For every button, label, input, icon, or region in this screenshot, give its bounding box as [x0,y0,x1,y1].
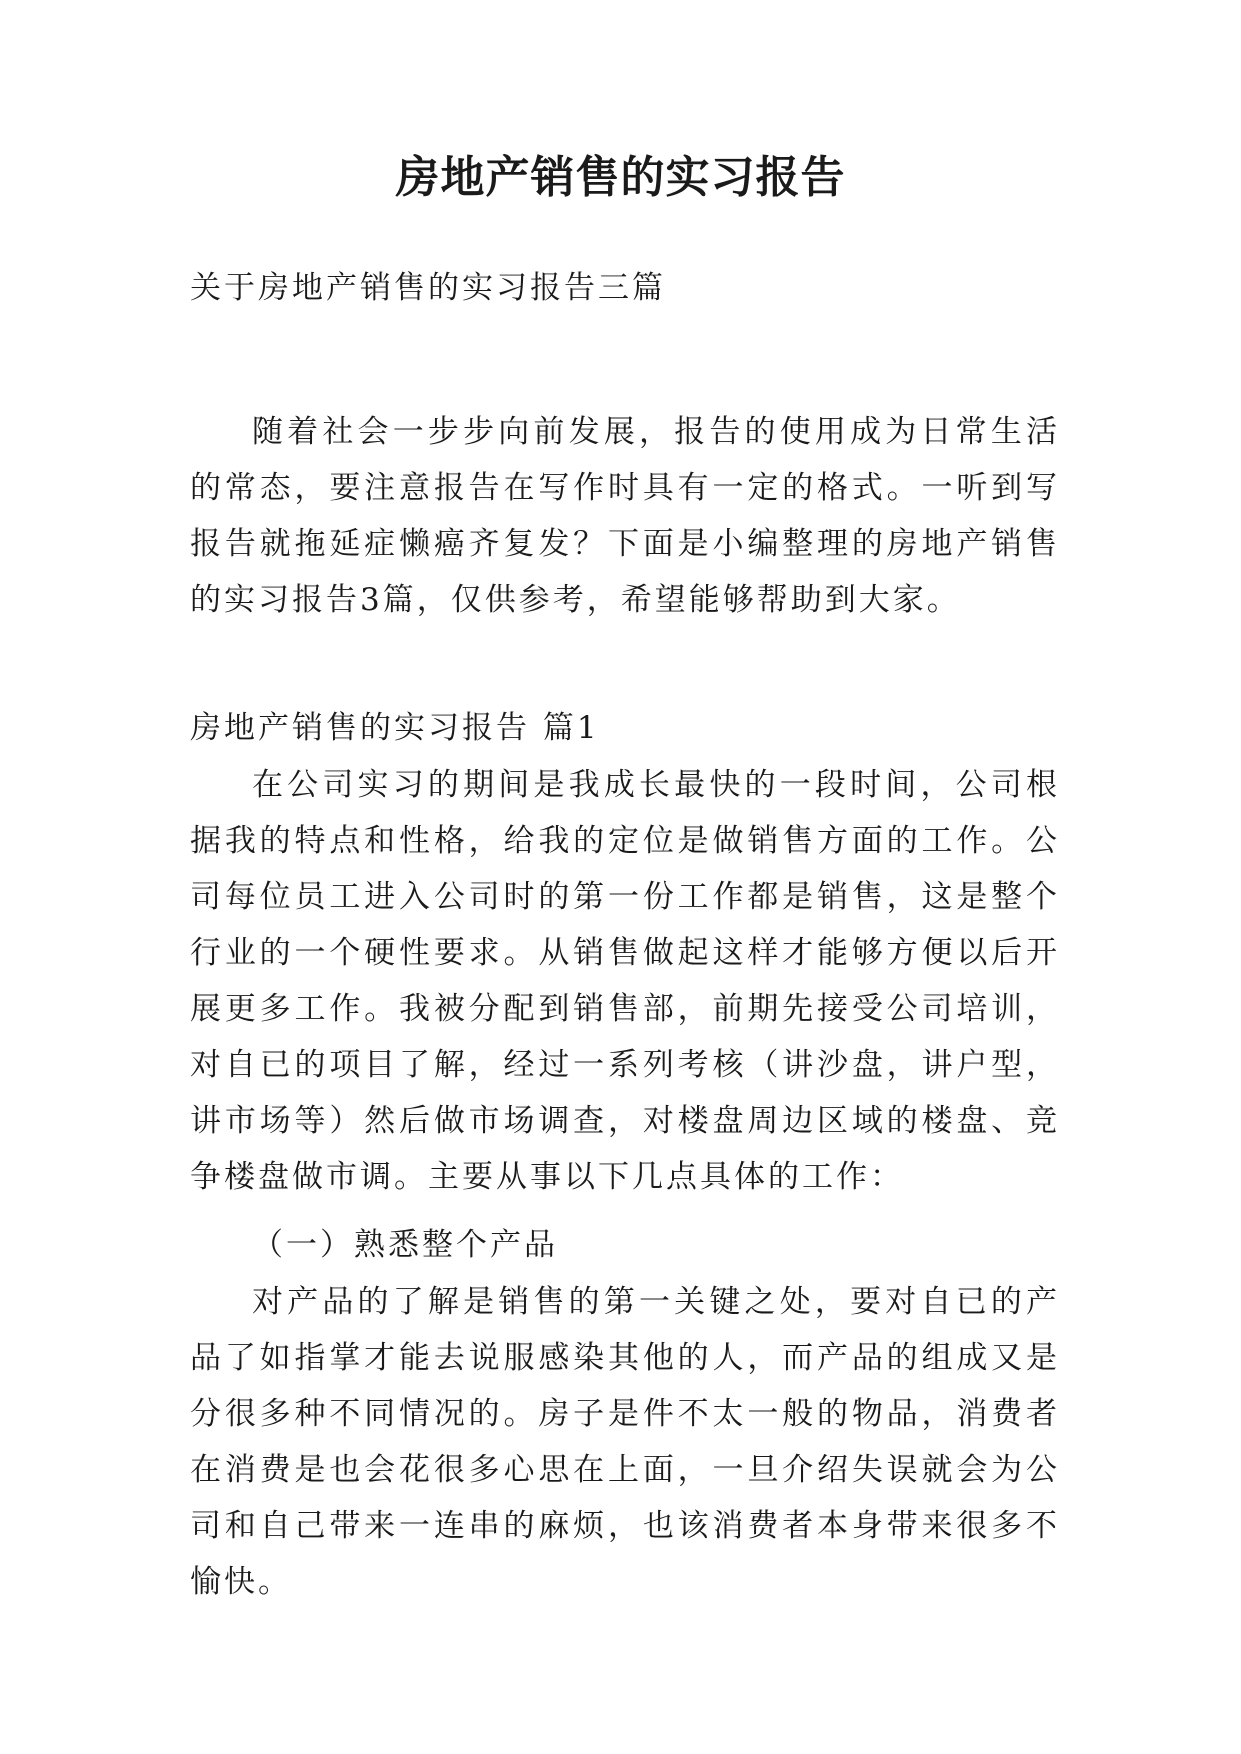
intro-paragraph: 随着社会一步步向前发展，报告的使用成为日常生活的常态，要注意报告在写作时具有一定的格式。一听到写报告就拖延症懒癌齐复发？下面是小编整理的房地产销售的实习报告3篇，仅供参考，希望能够帮助到大家。 [190,414,1060,618]
article-paragraph-1: 在公司实习的期间是我成长最快的一段时间，公司根据我的特点和性格，给我的定位是做销售方面的工作。公司每位员工进入公司时的第一份工作都是销售，这是整个行业的一个硬性要求。从销售做起这样才能够方便以后开展更多工作。我被分配到销售部，前期先接受公司培训，对自已的项目了解，经过一系列考核（讲沙盘，讲户型，讲市场等）然后做市场调查，对楼盘周边区域的楼盘、竞争楼盘做市调。主要从事以下几点具体的工作： [190,767,1060,1195]
article-heading: 房地产销售的实习报告 篇1 [190,710,600,746]
section-heading: （一）熟悉整个产品 [252,1227,558,1263]
article-paragraph-2: 对产品的了解是销售的第一关键之处，要对自已的产品了如指掌才能去说服感染其他的人，而产品的组成又是分很多种不同情况的。房子是件不太一般的物品，消费者在消费是也会花很多心思在上面，一旦介绍失误就会为公司和自己带来一连串的麻烦，也该消费者本身带来很多不愉快。 [190,1284,1060,1600]
document-subtitle: 关于房地产销售的实习报告三篇 [190,270,666,306]
document-title: 房地产销售的实习报告 [395,152,846,203]
